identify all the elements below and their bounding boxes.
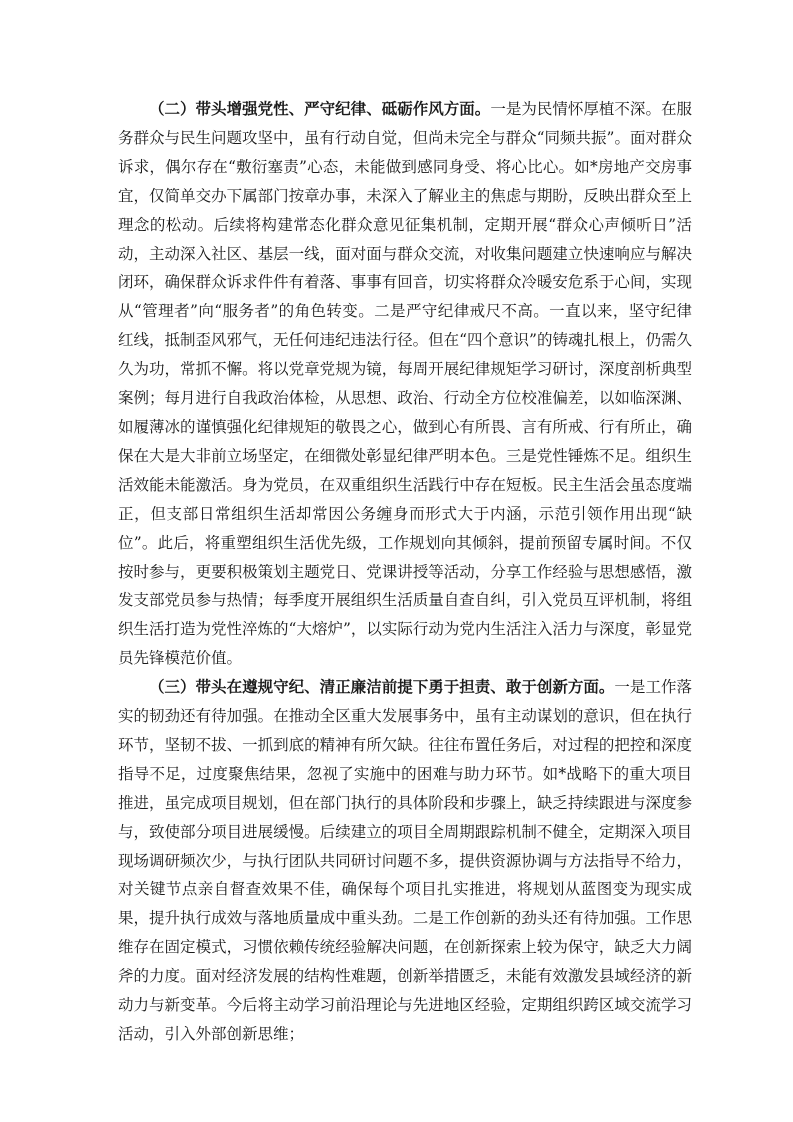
section-body: 一是工作落实的韧劲还有待加强。在推动全区重大发展事务中，虽有主动谋划的意识，但在执行环节，坚韧不拔、一抓到底的精神有所欠缺。往往布置任务后，对过程的把控和深度指导不足，过度聚焦结果，忽视了实施中的困难与助力环节。如*战略下的重大项目推进，虽完成项目规划，但在部门执行的具体阶段和步骤上，缺乏持续跟进与深度参与，致使部分项目进展缓慢。后续建立的项目全周期跟踪机制不健全，定期深入项目现场调研频次少，与执行团队共同研讨问题不多，提供资源协调与方法指导不给力，对关键节点亲自督查效果不佳，确保每个项目扎实推进，将规划从蓝图变为现实成果，提升执行成效与落地质量成中重头劲。二是工作创新的劲头还有待加强。工作思维存在固定模式，习惯依赖传统经验解决问题，在创新探索上较为保守，缺乏大力阔斧的力度。面对经济发展的结构性难题，创新举措匮乏，未能有效激发县域经济的新动力与新变革。今后将主动学习前沿理论与先进地区经验，定期组织跨区域交流学习活动，引入外部创新思维； [118, 678, 692, 1043]
paragraph-section-2 [118, 95, 692, 673]
section-heading: （二）带头增强党性、严守纪律、砥砺作风方面。 [149, 100, 491, 118]
section-body: 一是为民情怀厚植不深。在服务群众与民生问题攻坚中，虽有行动自觉，但尚未完全与群众“同频共振”。面对群众诉求，偶尔存在“敷衍塞责”心态，未能做到感同身受、将心比心。如*房地产交房事宜，仅简单交办下属部门按章办事，未深入了解业主的焦虑与期盼，反映出群众至上理念的松动。后续将构建常态化群众意见征集机制，定期开展“群众心声倾听日”活动，主动深入社区、基层一线，面对面与群众交流，对收集问题建立快速响应与解决闭环，确保群众诉求件件有着落、事事有回音，切实将群众冷暖安危系于心间，实现从“管理者”向“服务者”的角色转变。二是严守纪律戒尺不高。一直以来，坚守纪律红线，抵制歪风邪气，无任何违纪违法行径。但在“四个意识”的铸魂扎根上，仍需久久为功，常抓不懈。将以党章党规为镜，每周开展纪律规矩学习研讨，深度剖析典型案例；每月进行自我政治体检，从思想、政治、行动全方位校准偏差，以如临深渊、如履薄冰的谨慎强化纪律规矩的敬畏之心，做到心有所畏、言有所戒、行有所止，确保在大是大非前立场坚定，在细微处彰显纪律严明本色。三是党性锤炼不足。组织生活效能未能激活。身为党员，在双重组织生活践行中存在短板。民主生活会虽态度端正，但支部日常组织生活却常因公务缠身而形式大于内涵，示范引领作用出现“缺位”。此后，将重塑组织生活优先级，工作规划向其倾斜，提前预留专属时间。不仅按时参与，更要积极策划主题党日、党课讲授等活动，分享工作经验与思想感悟，激发支部党员参与热情；每季度开展组织生活质量自查自纠，引入党员互评机制，将组织生活打造为党性淬炼的“大熔炉”，以实际行动为党内生活注入活力与深度，彰显党员先锋模范价值。 [118, 100, 692, 668]
paragraph-section-3 [118, 673, 692, 1049]
document-page [118, 95, 692, 1049]
section-heading: （三）带头在遵规守纪、清正廉洁前提下勇于担责、敢于创新方面。 [149, 678, 615, 697]
